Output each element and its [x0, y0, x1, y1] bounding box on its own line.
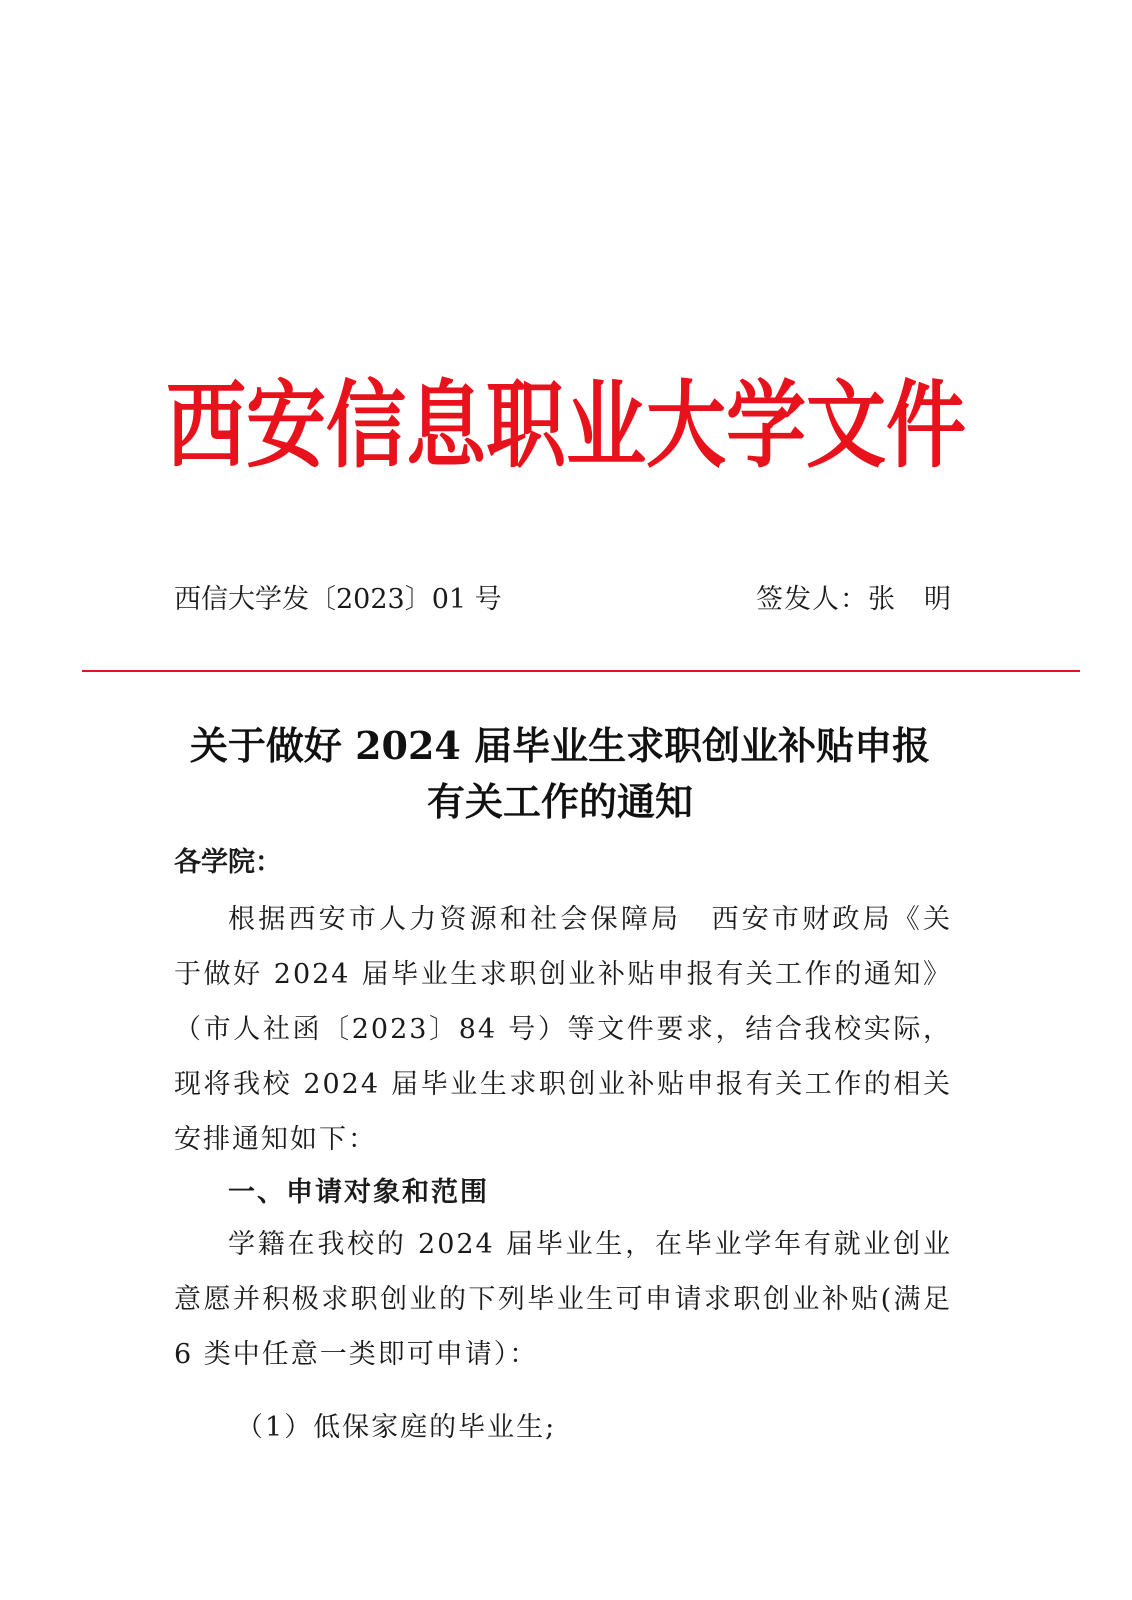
body-paragraph-1: 根据西安市人力资源和社会保障局 西安市财政局《关于做好 2024 届毕业生求职创业补贴申报有关工作的通知》（市人社函〔2023〕84 号）等文件要求，结合我校实际，现将我校 2024 届毕业生求职创业补贴申报有关工作的相关安排通知如下： — [174, 904, 952, 1155]
masthead-title: 西安信息职业大学文件 — [166, 369, 966, 481]
salutation: 各学院： — [174, 847, 282, 878]
notice-title — [150, 718, 970, 830]
signer: 签发人：张 明 — [756, 584, 952, 615]
notice-title-line2: 有关工作的通知 — [426, 779, 693, 824]
section-heading-1: 一、申请对象和范围 — [228, 1177, 489, 1208]
document-info-line — [174, 580, 952, 620]
notice-title-line1: 关于做好 2024 届毕业生求职创业补贴申报 — [189, 723, 931, 768]
document-number: 西信大学发〔2023〕01 号 — [174, 584, 502, 615]
body-paragraph-2: 学籍在我校的 2024 届毕业生，在毕业学年有就业创业意愿并积极求职创业的下列毕业生可申请求职创业补贴(满足 6 类中任意一类即可申请）： — [174, 1229, 952, 1370]
red-divider — [82, 670, 1080, 672]
list-item-1: （1）低保家庭的毕业生; — [236, 1412, 557, 1443]
